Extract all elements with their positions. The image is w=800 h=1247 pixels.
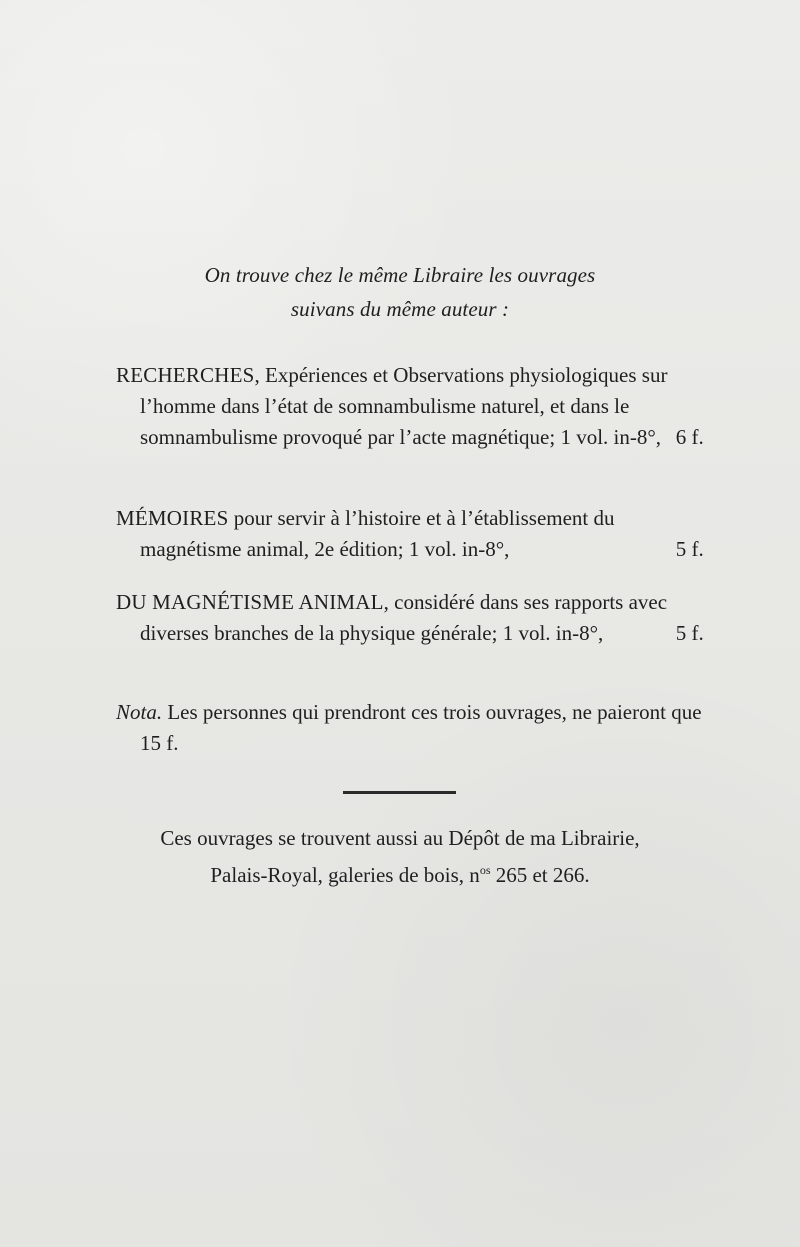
entry-title: MÉMOIRES xyxy=(116,506,229,530)
nota-block xyxy=(116,697,712,759)
nota-title: Nota. xyxy=(116,700,163,724)
depot-text xyxy=(0,820,800,894)
intro-line-2: suivans du même auteur : xyxy=(290,297,510,321)
entry-text: , considéré dans ses rapports avec diverses branches de la physique générale; 1 vol. in-8°, xyxy=(140,590,668,645)
entry-du-magnetisme-animal xyxy=(116,587,712,649)
depot-line-2-prefix: Palais-Royal, galeries de bois, n xyxy=(210,863,480,887)
entry-price: 5 f. xyxy=(675,537,704,561)
entry-memoires xyxy=(116,503,712,565)
intro-line-1: On trouve chez le même Libraire les ouvrages xyxy=(204,263,596,287)
entry-text: pour servir à l’histoire et à l’établissement du magnétisme animal, 2e édition; 1 vol. in-8°, xyxy=(140,506,615,561)
entry-price: 6 f. xyxy=(675,425,704,449)
entry-price: 5 f. xyxy=(675,621,704,645)
depot-line-2-suffix: 265 et 266. xyxy=(490,863,590,887)
intro-text xyxy=(0,258,800,326)
depot-line-1: Ces ouvrages se trouvent aussi au Dépôt de ma Librairie, xyxy=(160,826,640,850)
entry-recherches xyxy=(116,360,712,453)
section-divider xyxy=(343,791,456,794)
entry-text: , Expériences et Observations physiologiques sur l’homme dans l’état de somnambulisme naturel, et dans le somnambulisme provoqué par l’acte magnétique; 1 vol. in-8°, xyxy=(140,363,668,449)
entry-title: DU MAGNÉTISME ANIMAL xyxy=(116,590,384,614)
depot-line-2 xyxy=(0,857,800,894)
entry-title: RECHERCHES xyxy=(116,363,255,387)
depot-line-2-superscript: os xyxy=(479,863,491,877)
nota-text: Les personnes qui prendront ces trois ouvrages, ne paieront que 15 f. xyxy=(140,700,702,755)
